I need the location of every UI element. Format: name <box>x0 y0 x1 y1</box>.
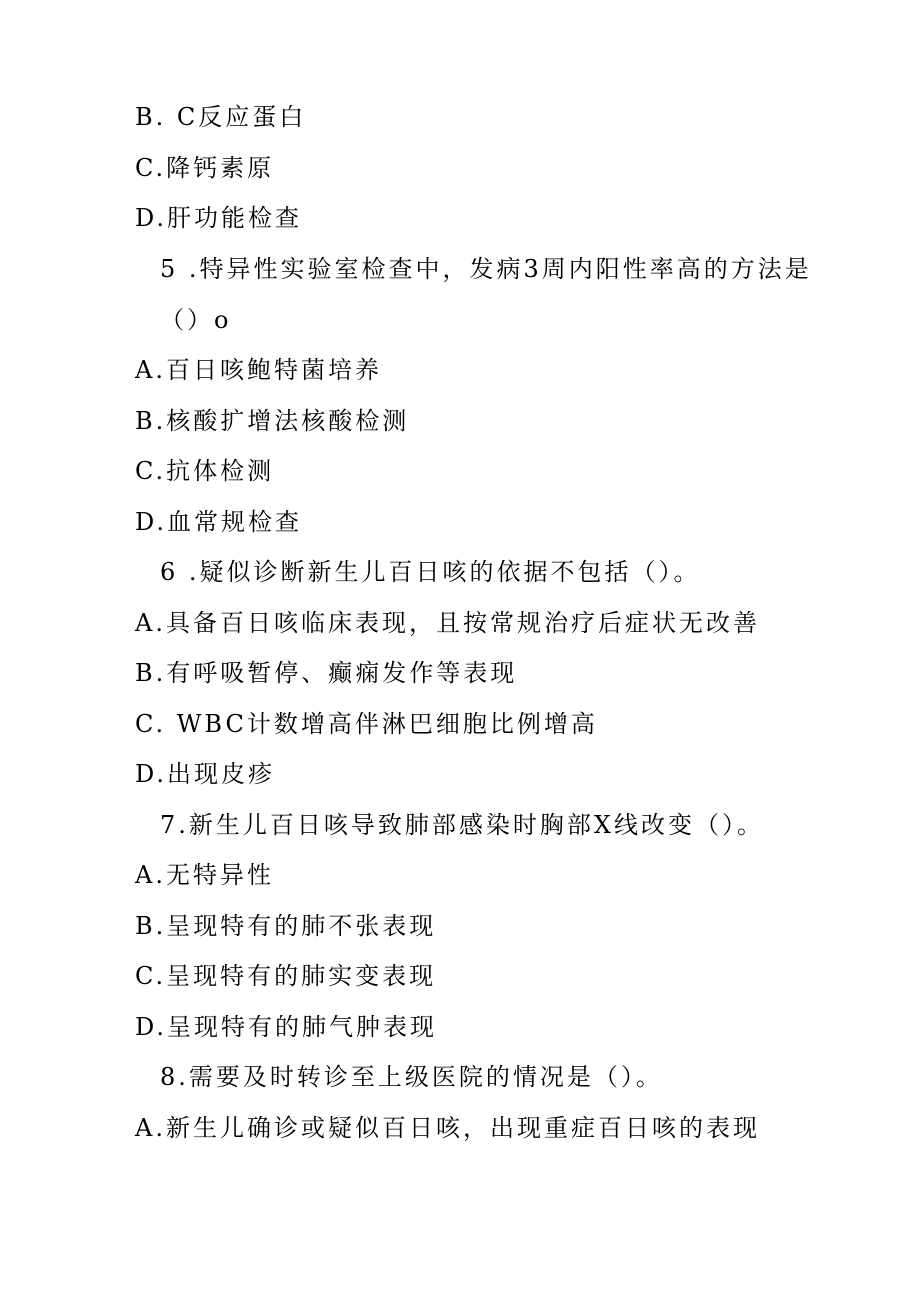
option-c-consolidation: C.呈现特有的肺实变表现 <box>135 962 437 990</box>
option-a-culture: A.百日咳鲍特菌培养 <box>135 356 382 384</box>
question-5-continuation: （）o <box>160 306 232 334</box>
option-b-apnea: B.有呼吸暂停、癫痫发作等表现 <box>135 659 518 687</box>
question-5: 5 .特异性实验室检查中，发病3周内阳性率高的方法是 <box>160 255 812 283</box>
option-a-clinical: A.具备百日咳临床表现，且按常规治疗后症状无改善 <box>135 609 760 637</box>
question-7: 7.新生儿百日咳导致肺部感染时胸部X线改变（）。 <box>160 811 764 839</box>
option-a-nonspecific: A.无特异性 <box>135 861 274 889</box>
option-c-antibody: C.抗体检测 <box>135 457 275 485</box>
option-d-blood-routine: D.血常规检查 <box>135 508 303 536</box>
option-b-crp: B. C反应蛋白 <box>135 103 307 131</box>
option-c-procalcitonin: C.降钙素原 <box>135 154 275 182</box>
question-6: 6 .疑似诊断新生儿百日咳的依据不包括（）。 <box>160 558 701 586</box>
option-d-emphysema: D.呈现特有的肺气肿表现 <box>135 1013 438 1041</box>
option-b-atelectasis: B.呈现特有的肺不张表现 <box>135 912 437 940</box>
option-c-wbc: C. WBC计数增高伴淋巴细胞比例增高 <box>135 710 598 738</box>
option-a-severe: A.新生儿确诊或疑似百日咳，出现重症百日咳的表现 <box>135 1114 760 1142</box>
option-d-rash: D.出现皮疹 <box>135 760 276 788</box>
question-8: 8.需要及时转诊至上级医院的情况是（）。 <box>160 1063 663 1091</box>
option-d-liver-function: D.肝功能检查 <box>135 204 303 232</box>
option-b-nucleic-acid: B.核酸扩增法核酸检测 <box>135 407 410 435</box>
